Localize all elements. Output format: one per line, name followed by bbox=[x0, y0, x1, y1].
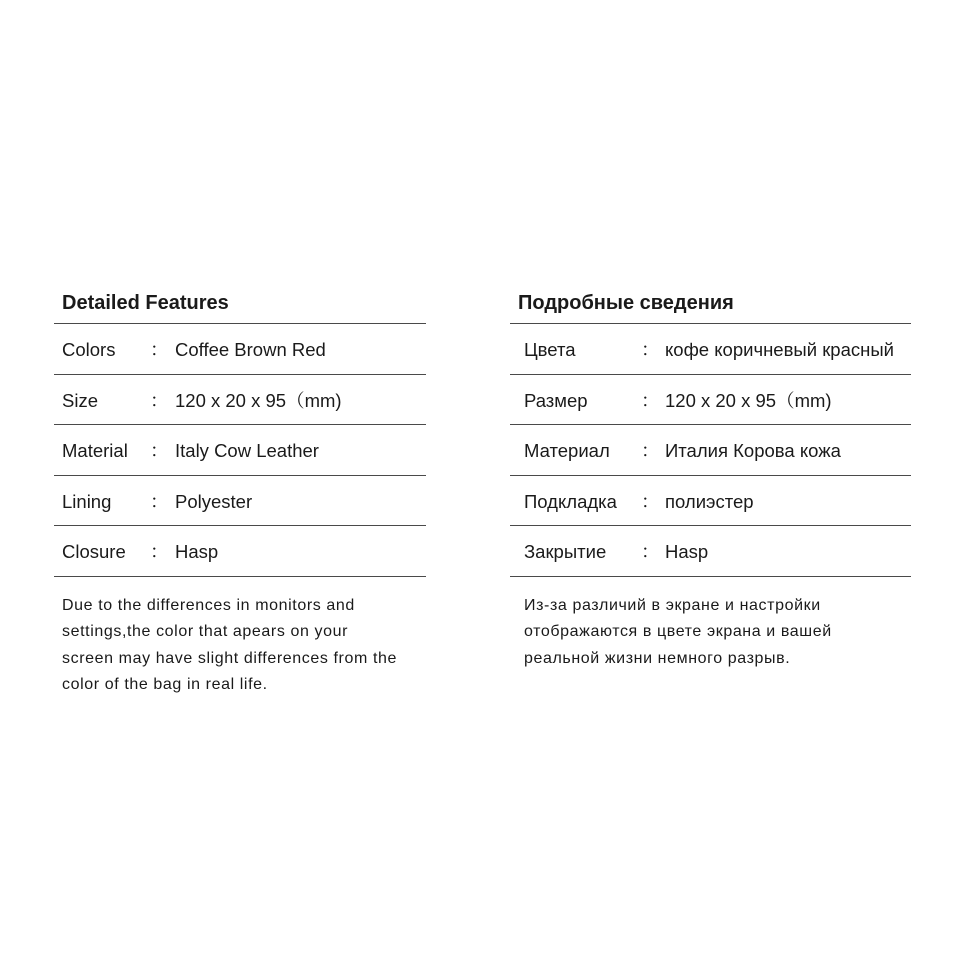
size-row bbox=[54, 375, 426, 426]
material-label: Material bbox=[62, 440, 128, 461]
russian-features-panel bbox=[510, 284, 911, 672]
colors-row bbox=[54, 324, 426, 375]
closure-label: Closure bbox=[62, 541, 126, 562]
closure-row-ru bbox=[510, 526, 911, 577]
lining-label-ru: Подкладка bbox=[524, 490, 617, 512]
colors-label-ru: Цвета bbox=[524, 339, 576, 360]
closure-row bbox=[54, 526, 426, 577]
lining-colon: ： bbox=[150, 490, 169, 512]
english-title: Detailed Features bbox=[54, 284, 426, 324]
size-value-ru: 120 x 20 x 95（mm) bbox=[665, 389, 832, 411]
size-colon-ru: ： bbox=[641, 389, 660, 411]
size-row-ru bbox=[510, 375, 911, 426]
size-label-ru: Размер bbox=[524, 389, 588, 411]
russian-title: Подробные сведения bbox=[510, 284, 911, 324]
material-value: Italy Cow Leather bbox=[175, 440, 319, 461]
material-row bbox=[54, 425, 426, 476]
english-color-disclaimer: Due to the differences in monitors and settings,the color that apears on your screen may have slight differences from the color of the bag in real life. bbox=[62, 596, 397, 693]
size-value: 120 x 20 x 95（mm) bbox=[175, 389, 342, 411]
closure-value: Hasp bbox=[175, 541, 219, 562]
material-value-ru: Италия Корова кожа bbox=[665, 440, 841, 461]
closure-colon-ru: ： bbox=[641, 541, 660, 562]
material-colon: ： bbox=[150, 440, 169, 461]
colors-colon-ru: ： bbox=[641, 339, 660, 360]
colors-row-ru bbox=[510, 324, 911, 375]
closure-label-ru: Закрытие bbox=[524, 541, 607, 562]
closure-colon: ： bbox=[150, 541, 169, 562]
lining-colon-ru: ： bbox=[641, 490, 660, 512]
lining-row-ru bbox=[510, 476, 911, 527]
lining-label: Lining bbox=[62, 490, 112, 512]
colors-value-ru: кофе коричневый красный bbox=[665, 339, 894, 360]
russian-color-disclaimer: Из-за различий в экране и настройки отображаются в цвете экрана и вашей реальной жизни немного разрыв. bbox=[524, 596, 832, 667]
colors-label: Colors bbox=[62, 339, 116, 360]
colors-colon: ： bbox=[150, 339, 169, 360]
lining-value: Polyester bbox=[175, 490, 253, 512]
lining-value-ru: полиэстер bbox=[665, 490, 754, 512]
size-colon: ： bbox=[150, 389, 169, 411]
colors-value: Coffee Brown Red bbox=[175, 339, 326, 360]
size-label: Size bbox=[62, 389, 98, 411]
material-colon-ru: ： bbox=[641, 440, 660, 461]
lining-row bbox=[54, 476, 426, 527]
material-row-ru bbox=[510, 425, 911, 476]
material-label-ru: Материал bbox=[524, 440, 610, 461]
english-features-panel bbox=[54, 284, 426, 699]
closure-value-ru: Hasp bbox=[665, 541, 709, 562]
